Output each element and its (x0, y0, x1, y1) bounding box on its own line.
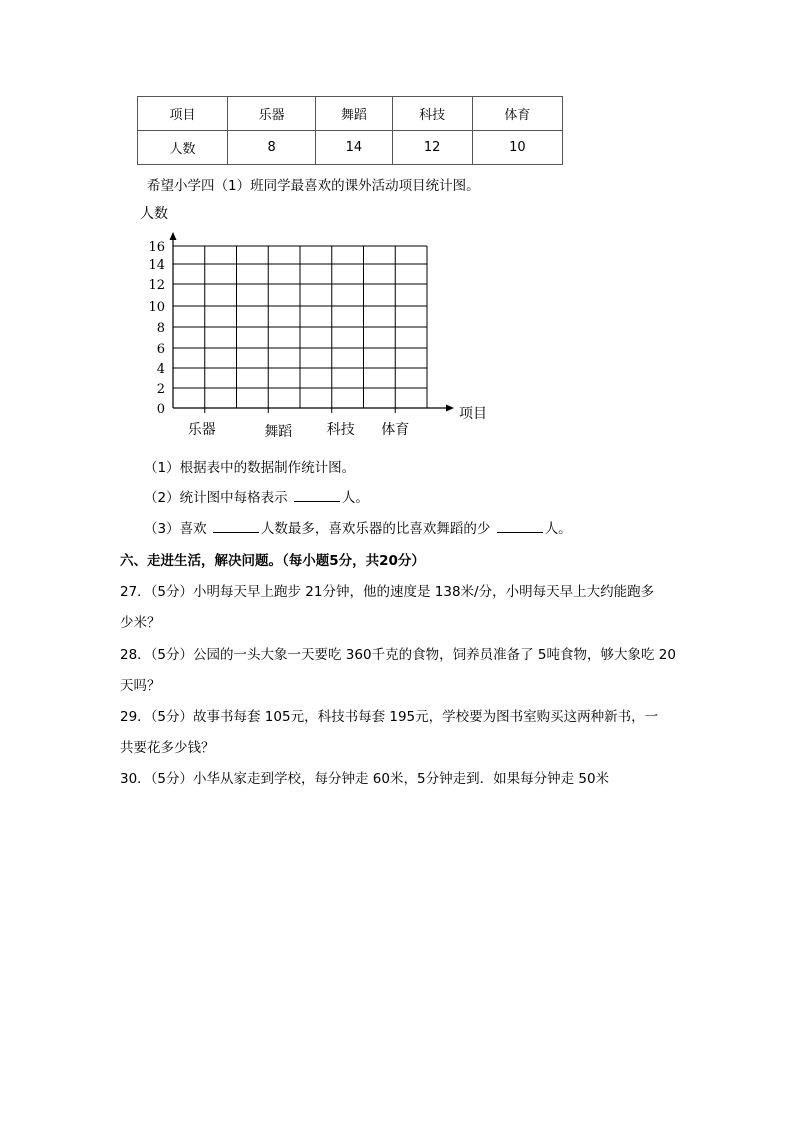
section-heading: 六、走进生活，解决问题。（每小题5分，共20分） (120, 553, 425, 569)
bar-chart-grid (0, 0, 794, 450)
table-cell: 人数 (138, 131, 228, 165)
y-ticks (148, 240, 165, 417)
table-cell: 12 (392, 131, 472, 165)
sub-question-3-unit: 人。 (544, 521, 572, 537)
sub-question-2-text: （2）统计图中每格表示 (144, 490, 288, 506)
question-28-line-2: 天吗？ (120, 678, 161, 694)
sub-question-3-text-a: （3）喜欢 (144, 521, 207, 537)
y-tick-label: 8 (156, 321, 165, 336)
category-label: 乐器 (187, 422, 216, 438)
table-cell: 科技 (392, 97, 472, 131)
category-label: 舞蹈 (264, 424, 293, 440)
y-tick-label: 16 (148, 240, 165, 255)
question-29-line-2: 共要花多少钱？ (120, 740, 215, 756)
table-cell: 14 (316, 131, 392, 165)
question-30-line-1: 30．（5分）小华从家走到学校，每分钟走 60米，5分钟走到．如果每分钟走 50米 (120, 771, 610, 787)
question-27-line-2: 少米？ (120, 615, 161, 631)
sub-question-3 (144, 517, 572, 537)
y-axis-arrow (170, 232, 177, 240)
table-cell: 8 (228, 131, 316, 165)
table-cell: 项目 (138, 97, 228, 131)
question-28-line-1: 28．（5分）公园的一头大象一天要吃 360千克的食物，饲养员准备了 5吨食物，够大象吃 20 (120, 647, 676, 663)
y-tick-label: 0 (156, 402, 165, 417)
sub-question-3-text-b: 人数最多，喜欢乐器的比喜欢舞蹈的少 (260, 521, 491, 537)
category-label: 科技 (326, 422, 355, 438)
y-tick-label: 4 (156, 362, 165, 377)
sub-question-2-unit: 人。 (341, 490, 369, 506)
y-tick-label: 6 (156, 342, 165, 357)
sub-question-1: （1）根据表中的数据制作统计图。 (144, 460, 356, 476)
y-tick-label: 2 (156, 382, 165, 397)
y-axis-label: 人数 (140, 206, 168, 222)
x-axis-arrow (446, 405, 454, 412)
table-cell: 乐器 (228, 97, 316, 131)
sub-question-2 (144, 486, 369, 506)
table-cell: 体育 (472, 97, 562, 131)
y-tick-label: 12 (148, 278, 165, 293)
question-29-line-1: 29．（5分）故事书每套 105元，科技书每套 195元，学校要为图书室购买这两种新书，一 (120, 709, 659, 725)
answer-blank[interactable] (497, 520, 543, 533)
table-cell: 舞蹈 (316, 97, 392, 131)
y-tick-label: 10 (148, 300, 165, 315)
chart-grid (173, 246, 427, 413)
x-categories (188, 421, 410, 440)
answer-blank[interactable] (294, 489, 340, 502)
x-axis-label: 项目 (459, 406, 487, 422)
chart-caption: 希望小学四（1）班同学最喜欢的课外活动项目统计图。 (147, 178, 480, 194)
question-27-line-1: 27．（5分）小明每天早上跑步 21分钟，他的速度是 138米/分，小明每天早上大约能跑多 (120, 584, 655, 600)
y-tick-label: 14 (148, 258, 165, 273)
category-label: 体育 (381, 422, 410, 438)
table-cell: 10 (472, 131, 562, 165)
answer-blank[interactable] (213, 520, 259, 533)
